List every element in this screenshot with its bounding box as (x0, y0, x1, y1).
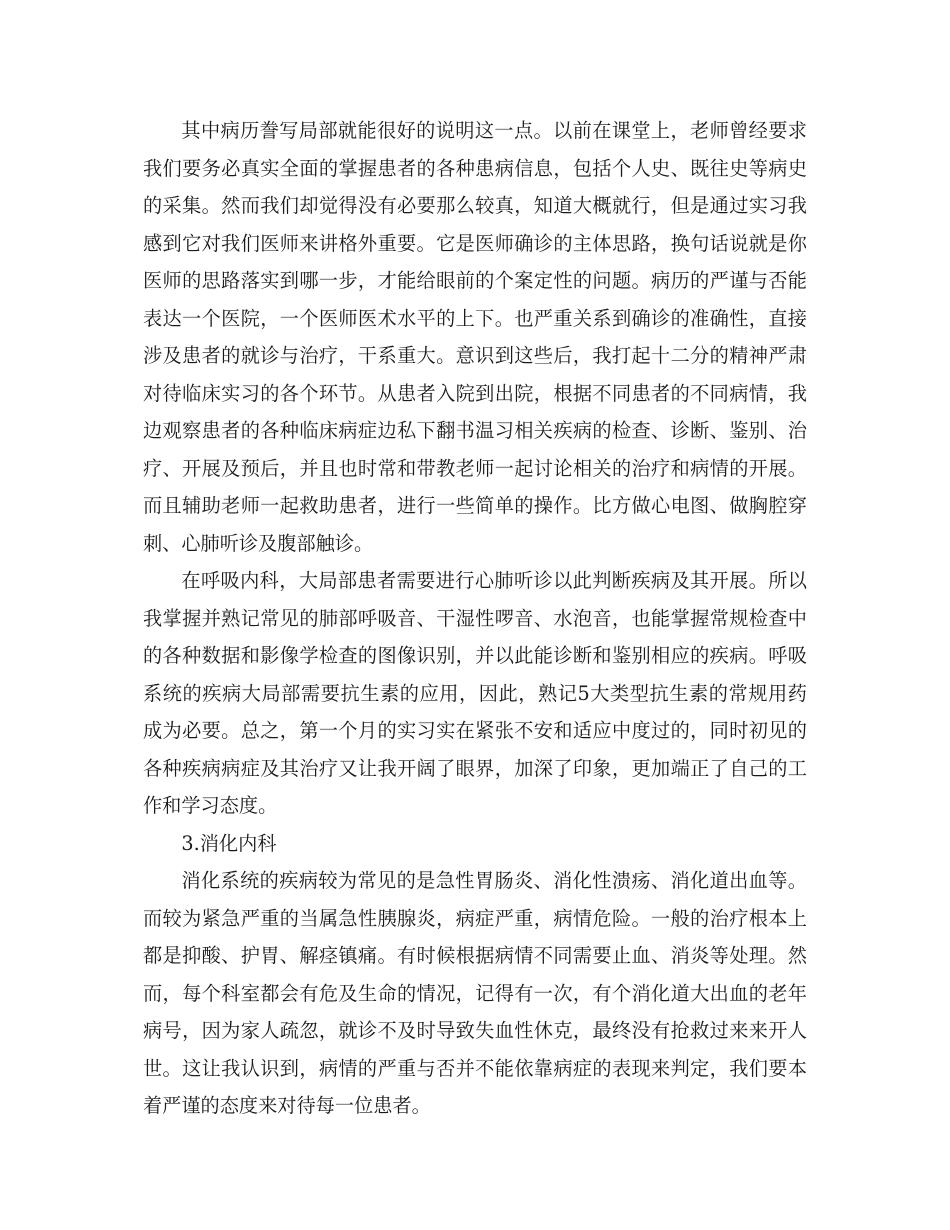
paragraph-respiratory: 在呼吸内科，大局部患者需要进行心肺听诊以此判断疾病及其开展。所以我掌握并熟记常见的肺部呼吸音、干湿性啰音、水泡音，也能掌握常规检查中的各种数据和影像学检查的图像识别，并以此能诊断和鉴别相应的疾病。呼吸系统的疾病大局部需要抗生素的应用，因此，熟记5大类型抗生素的常规用药成为必要。总之，第一个月的实习实在紧张不安和适应中度过的，同时初见的各种疾病病症及其治疗又让我开阔了眼界，加深了印象，更加端正了自己的工作和学习态度。 (143, 569, 807, 817)
document-body (143, 112, 807, 1125)
paragraph-digestive: 消化系统的疾病较为常见的是急性胃肠炎、消化性溃疡、消化道出血等。而较为紧急严重的当属急性胰腺炎，病症严重，病情危险。一般的治疗根本上都是抑酸、护胃、解痉镇痛。有时候根据病情不同需要止血、消炎等处理。然而，每个科室都会有危及生命的情况，记得有一次，有个消化道大出血的老年病号，因为家人疏忽，就诊不及时导致失血性休克，最终没有抢救过来来开人世。这让我认识到，病情的严重与否并不能依靠病症的表现来判定，我们要本着严谨的态度来对待每一位患者。 (143, 869, 807, 1117)
paragraph-medical-records: 其中病历誊写局部就能很好的说明这一点。以前在课堂上，老师曾经要求我们要务必真实全面的掌握患者的各种患病信息，包括个人史、既往史等病史的采集。然而我们却觉得没有必要那么较真，知道大概就行，但是通过实习我感到它对我们医师来讲格外重要。它是医师确诊的主体思路，换句话说就是你医师的思路落实到哪一步，才能给眼前的个案定性的问题。病历的严谨与否能表达一个医院，一个医师医术水平的上下。也严重关系到确诊的准确性，直接涉及患者的就诊与治疗，干系重大。意识到这些后，我打起十二分的精神严肃对待临床实习的各个环节。从患者入院到出院，根据不同患者的不同病情，我边观察患者的各种临床病症边私下翻书温习相关疾病的检查、诊断、鉴别、治疗、开展及预后，并且也时常和带教老师一起讨论相关的治疗和病情的开展。而且辅助老师一起救助患者，进行一些简单的操作。比方做心电图、做胸腔穿刺、心肺听诊及腹部触诊。 (143, 119, 807, 555)
section-heading-digestive: 3.消化内科 (181, 831, 277, 855)
